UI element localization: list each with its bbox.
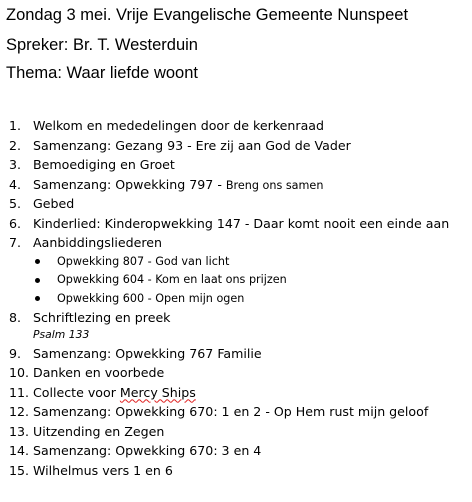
item-text-main: Samenzang: Opwekking 797 - <box>33 176 226 192</box>
list-item <box>0 194 472 214</box>
item-number: 2. <box>9 137 22 153</box>
list-item <box>0 175 472 195</box>
scripture-reference <box>0 328 472 344</box>
bullet-item <box>0 290 472 309</box>
list-item <box>0 308 472 328</box>
item-text: Wilhelmus vers 1 en 6 <box>33 462 173 478</box>
item-number: 12. <box>9 404 30 419</box>
item-number: 14. <box>9 443 30 458</box>
bullet-item <box>0 271 472 290</box>
item-text <box>33 175 323 196</box>
theme-line: Thema: Waar liefde woont <box>6 64 198 82</box>
item-number: 4. <box>9 176 22 192</box>
item-number: 11. <box>9 384 30 400</box>
item-number: 3. <box>9 157 22 172</box>
worship-songs-list <box>0 253 472 309</box>
item-text: Danken en voorbede <box>33 365 165 380</box>
item-text: Samenzang: Opwekking 670: 3 en 4 <box>33 443 262 458</box>
bullet-icon <box>35 278 40 283</box>
item-text: Kinderlied: Kinderopwekking 147 - Daar komt nooit een einde aan <box>33 215 450 231</box>
item-number: 13. <box>9 423 30 439</box>
item-text: Samenzang: Gezang 93 - Ere zij aan God de Vader <box>33 137 351 153</box>
item-text: Uitzending en Zegen <box>33 423 165 439</box>
item-number: 1. <box>9 118 22 133</box>
song-title: Opwekking 807 - God van licht <box>57 254 230 268</box>
song-title: Opwekking 604 - Kom en laat ons prijzen <box>57 273 287 286</box>
list-item <box>0 383 472 403</box>
list-item <box>0 214 472 234</box>
list-item <box>0 136 472 156</box>
item-text: Bemoediging en Groet <box>33 157 175 172</box>
item-number: 7. <box>9 235 22 250</box>
list-item <box>0 344 472 364</box>
speaker-line: Spreker: Br. T. Westerduin <box>6 36 198 54</box>
item-text: Samenzang: Opwekking 670: 1 en 2 - Op Hem rust mijn geloof <box>33 404 429 419</box>
item-text: Aanbiddingsliederen <box>33 235 162 250</box>
list-item <box>0 116 472 136</box>
item-text: Schriftlezing en preek <box>33 310 171 325</box>
service-date-title: Zondag 3 mei. Vrije Evangelische Gemeente Nunspeet <box>6 6 409 24</box>
list-item <box>0 461 472 481</box>
list-item <box>0 233 472 253</box>
item-text-song-title: Breng ons samen <box>225 178 324 192</box>
item-number: 5. <box>9 196 22 211</box>
bullet-icon <box>35 259 40 264</box>
item-number: 15. <box>9 462 30 478</box>
item-text: Gebed <box>33 196 75 211</box>
order-of-service-list <box>0 116 472 480</box>
list-item <box>0 402 472 422</box>
item-number: 6. <box>9 215 22 231</box>
item-number: 9. <box>9 345 22 361</box>
item-text: Samenzang: Opwekking 767 Familie <box>33 345 262 361</box>
spellcheck-flagged-word[interactable]: Mercy Ships <box>119 384 196 400</box>
bullet-item <box>0 253 472 272</box>
item-number: 8. <box>9 310 22 325</box>
song-title: Opwekking 600 - Open mijn ogen <box>57 291 245 305</box>
item-text <box>33 383 196 403</box>
item-text-main: Collecte voor <box>33 384 120 400</box>
list-item <box>0 422 472 442</box>
list-item <box>0 363 472 383</box>
bullet-icon <box>35 296 40 301</box>
item-number: 10. <box>9 365 30 380</box>
list-item <box>0 155 472 175</box>
list-item <box>0 441 472 461</box>
item-text: Welkom en mededelingen door de kerkenraad <box>33 118 325 133</box>
scripture-reference-text: Psalm 133 <box>33 327 90 341</box>
